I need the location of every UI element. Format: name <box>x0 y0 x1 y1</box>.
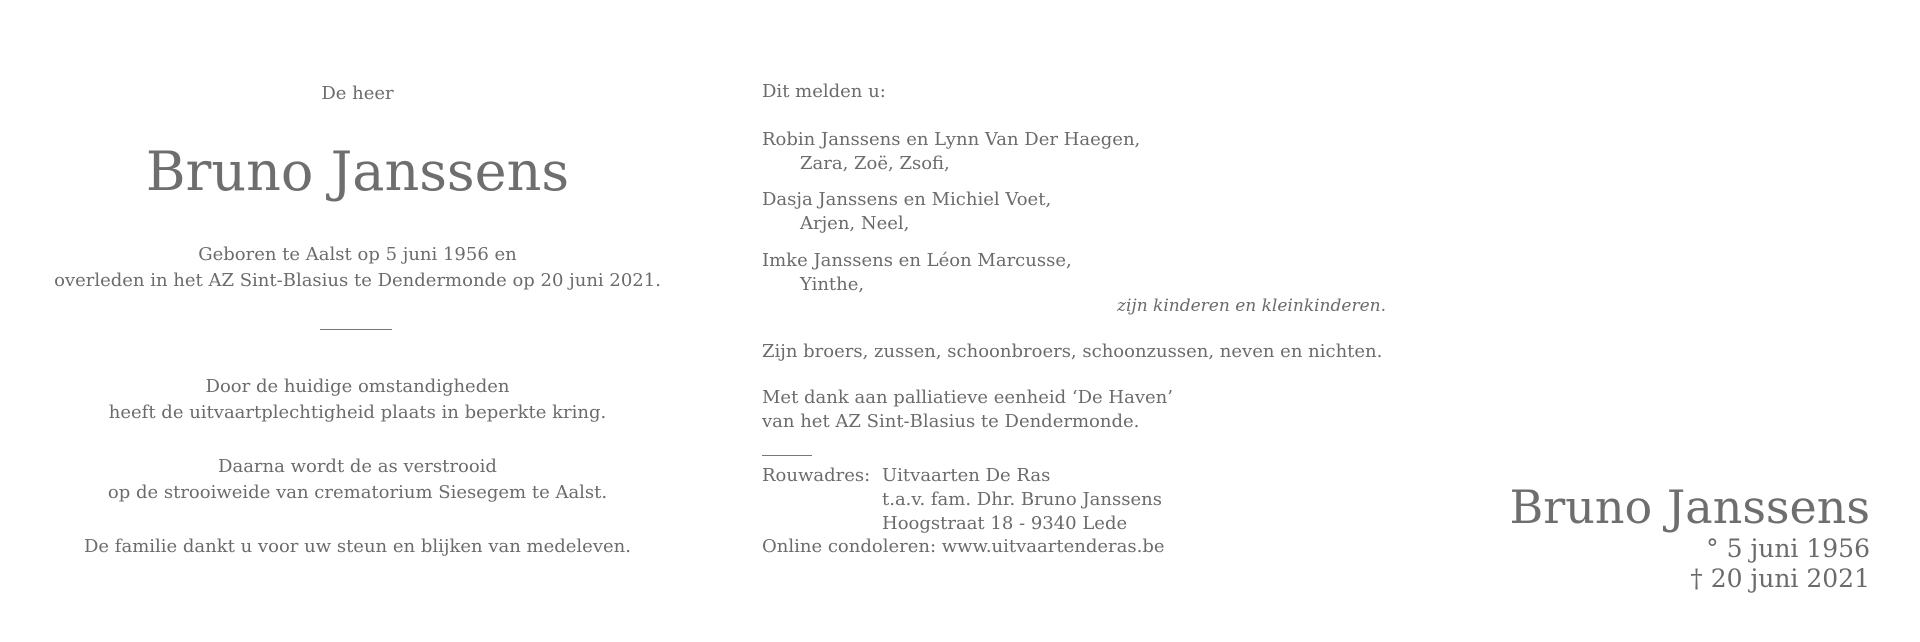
death-date: † 20 juni 2021 <box>1690 564 1870 593</box>
intro-line: Dit melden u: <box>762 81 886 102</box>
family-parents: Imke Janssens en Léon Marcusse, <box>762 250 1072 271</box>
siblings-line: Zijn broers, zussen, schoonbroers, schoonzussen, neven en nichten. <box>762 341 1383 362</box>
deceased-name-small: Bruno Janssens <box>1509 480 1870 534</box>
ashes-text <box>0 454 715 506</box>
ceremony-line-1: Door de huidige omstandigheden <box>205 376 510 397</box>
divider <box>320 329 392 330</box>
family-children: Zara, Zoë, Zsofi, <box>800 153 950 174</box>
address-line: Uitvaarten De Ras <box>882 465 1051 486</box>
birth-line: Geboren te Aalst op 5 juni 1956 en <box>198 244 517 265</box>
name-block <box>1509 480 1870 594</box>
ashes-line-2: op de strooiweide van crematorium Siesegem te Aalst. <box>107 482 608 503</box>
deceased-name: Bruno Janssens <box>145 140 570 203</box>
address-line: Hoogstraat 18 - 9340 Lede <box>882 513 1128 534</box>
ceremony-line-2: heeft de uitvaartplechtigheid plaats in beperkte kring. <box>108 402 607 423</box>
divider <box>762 455 812 456</box>
family-parents: Robin Janssens en Lynn Van Der Haegen, <box>762 129 1141 150</box>
ashes-line-1: Daarna wordt de as verstrooid <box>218 456 497 477</box>
address-line: t.a.v. fam. Dhr. Bruno Janssens <box>882 489 1162 510</box>
ceremony-text <box>0 374 715 426</box>
salutation: De heer <box>321 83 394 104</box>
family-children: Yinthe, <box>800 274 865 295</box>
birth-date: ° 5 juni 1956 <box>1706 534 1870 563</box>
family-children: Arjen, Neel, <box>800 213 910 234</box>
family-parents: Dasja Janssens en Michiel Voet, <box>762 189 1052 210</box>
family-thanks: De familie dankt u voor uw steun en blijken van medeleven. <box>84 536 631 557</box>
online-condolence: Online condoleren: www.uitvaartenderas.be <box>762 536 1165 557</box>
thanks-line-2: van het AZ Sint-Blasius te Dendermonde. <box>762 411 1140 432</box>
address-label: Rouwadres: <box>762 465 871 486</box>
death-line: overleden in het AZ Sint-Blasius te Dendermonde op 20 juni 2021. <box>54 270 661 291</box>
kids-caption: zijn kinderen en kleinkinderen. <box>1117 296 1386 316</box>
birth-death-text <box>0 242 715 294</box>
thanks-line-1: Met dank aan palliatieve eenheid ‘De Haven’ <box>762 387 1173 408</box>
